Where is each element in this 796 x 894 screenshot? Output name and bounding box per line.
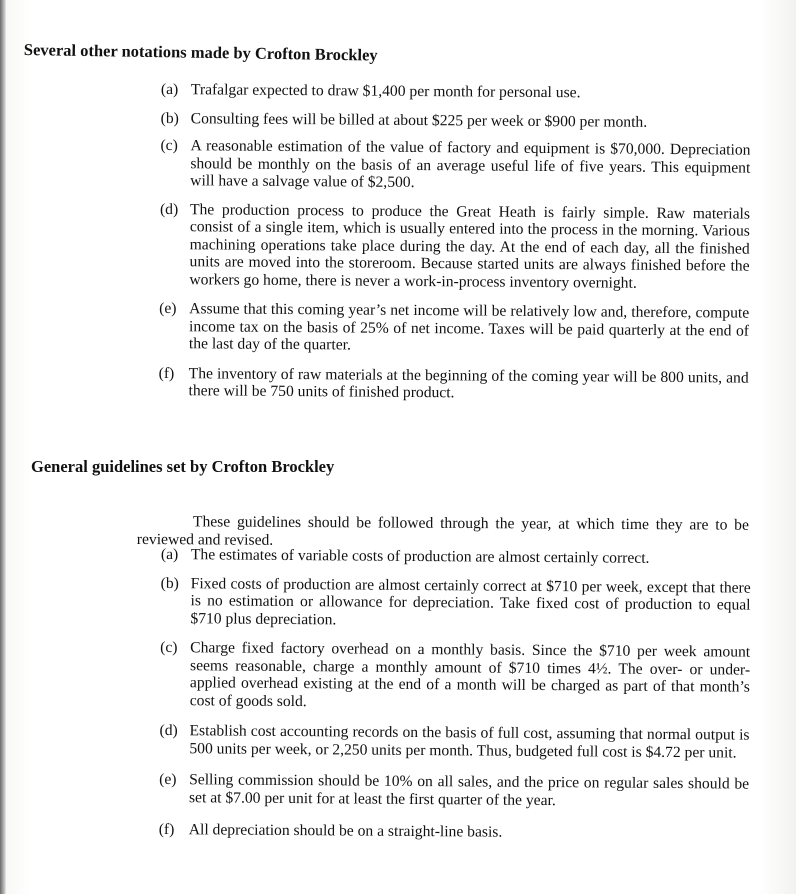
list-item — [161, 81, 751, 103]
item-label: (b) — [160, 574, 179, 592]
item-label: (d) — [159, 200, 179, 218]
page-edge-shadow — [0, 0, 6, 894]
item-label: (f) — [158, 820, 175, 839]
guidelines-intro: These guidelines should be followed through the year, at which time they are to be reviewed and revised. — [136, 512, 749, 548]
list-item — [158, 364, 748, 404]
item-text: The inventory of raw materials at the beginning of the coming year will be 800 units, and there will be 750 units of finished product. — [188, 364, 749, 402]
list-item — [159, 821, 749, 843]
list-item — [161, 109, 751, 131]
item-label: (f) — [158, 364, 175, 382]
item-label: (d) — [159, 721, 178, 740]
item-label: (c) — [160, 638, 178, 657]
item-label: (c) — [160, 136, 178, 155]
notations-heading: Several other notations made by Crofton Brockley — [23, 40, 378, 65]
item-label: (e) — [159, 299, 177, 318]
item-text: The estimates of variable costs of production are almost certainly correct. — [190, 546, 650, 567]
guidelines-list — [159, 546, 751, 843]
list-item — [161, 546, 751, 568]
list-item — [159, 771, 749, 811]
notations-list — [158, 81, 750, 404]
list-item — [160, 137, 750, 194]
list-item — [159, 300, 749, 357]
item-text: All depreciation should be on a straight-line basis. — [188, 821, 503, 841]
list-item — [160, 639, 751, 714]
item-label: (e) — [159, 770, 177, 789]
item-text: Fixed costs of production are almost certainly correct at $710 per week, except that there is no estimation or allowance for depreciation. Take fixed cost of production to equal $710 plus depreciation. — [190, 574, 751, 628]
item-text: Charge fixed factory overhead on a monthly basis. Since the $710 per week amount seems reasonable, charge a monthly amount of $710 times 4½. The over- or under-applied overhead existing at the end of a month will be charged as part of that month’s cost of goods sold. — [189, 639, 751, 710]
item-label: (a) — [160, 81, 179, 99]
item-label: (b) — [160, 109, 179, 127]
guidelines-heading: General guidelines set by Crofton Brockley — [31, 457, 335, 476]
item-text: Consulting fees will be billed at about $225 per week or $900 per month. — [190, 109, 648, 131]
list-item — [159, 722, 749, 762]
item-text: Assume that this coming year’s net income will be relatively low and, therefore, compute income tax on the basis of 25% of net income. Taxes will be paid quarterly at the end of the last day of the quarter. — [188, 300, 750, 354]
item-label: (a) — [160, 546, 179, 564]
item-text: Trafalgar expected to draw $1,400 per month for personal use. — [190, 81, 581, 102]
item-text: Selling commission should be 10% on all sales, and the price on regular sales should be set at $7.00 per unit for at least the first quarter of the year. — [188, 771, 750, 809]
item-text: The production process to produce the Great Heath is fairly simple. Raw materials consist of a single item, which is usually entered into the process in the morning. Various machining operations take place during the day. At the end of each day, all the finished units are moved into the storeroom. Because started units are always finished before the workers go home, there is never a work-in-process inventory overnight. — [189, 200, 751, 292]
item-text: Establish cost accounting records on the basis of full cost, assuming that normal output is 500 units per week, or 2,250 units per month. Thus, budgeted full cost is $4.72 per unit. — [189, 722, 750, 762]
list-item — [160, 574, 750, 631]
item-text: A reasonable estimation of the value of factory and equipment is $70,000. Depreciation should be monthly on the basis of an average useful life of five years. This equipment will have a salvage value of $2,500. — [190, 137, 751, 191]
list-item — [159, 200, 750, 292]
